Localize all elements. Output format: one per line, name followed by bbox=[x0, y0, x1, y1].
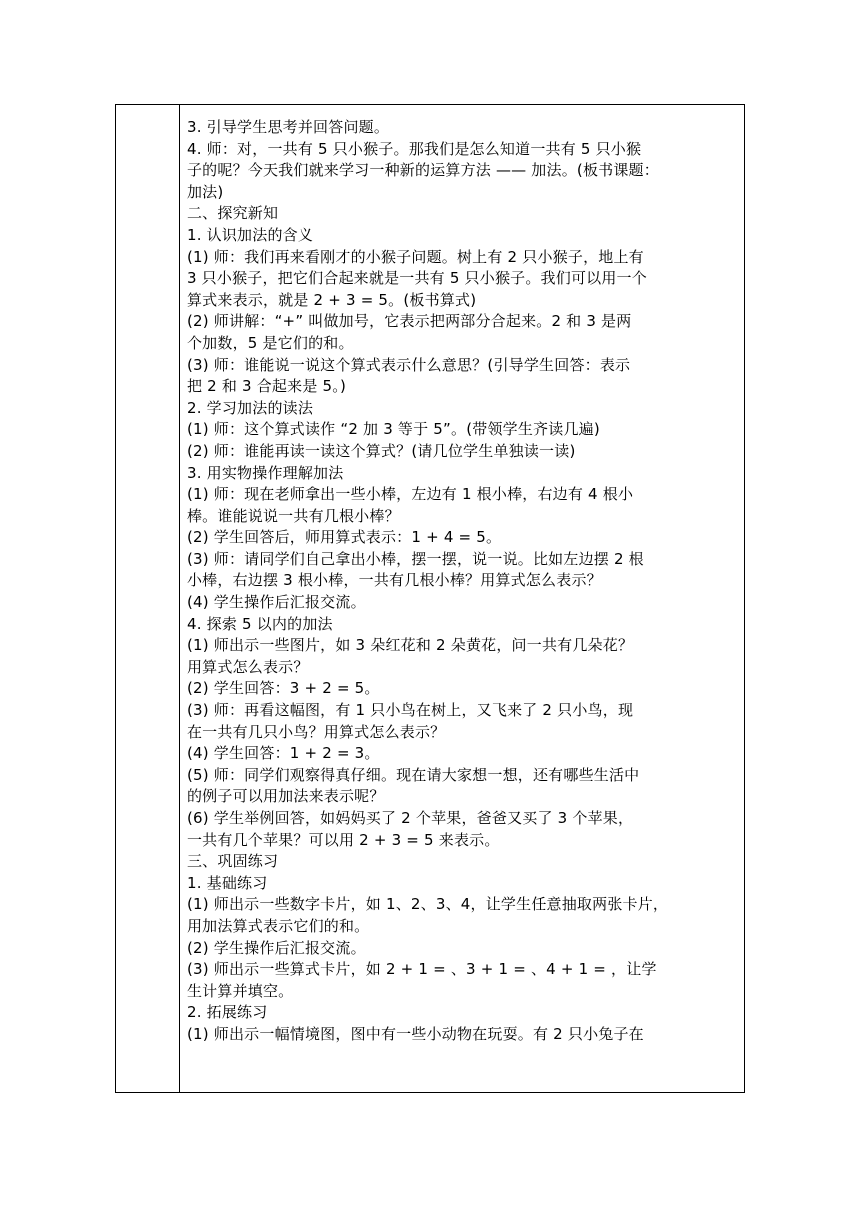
text-line: (3) 师：谁能说一说这个算式表示什么意思？(引导学生回答：表示 bbox=[182, 355, 631, 374]
text-line: 生计算并填空。 bbox=[182, 981, 294, 1000]
lesson-table bbox=[115, 104, 745, 1093]
text-line: 3. 引导学生思考并回答问题。 bbox=[182, 118, 390, 136]
text-line: 算式来表示，就是 2 + 3 = 5。(板书算式) bbox=[182, 290, 477, 309]
text-line: (1) 师：我们再来看刚才的小猴子问题。树上有 2 只小猴子，地上有 bbox=[182, 247, 644, 266]
text-line: 棒。谁能说说一共有几根小棒？ bbox=[182, 506, 400, 525]
text-line: (1) 师：这个算式读作 “2 加 3 等于 5”。(带领学生齐读几遍) bbox=[182, 420, 600, 439]
text-line: 子的呢？今天我们就来学习一种新的运算方法 —— 加法。(板书课题： bbox=[182, 161, 659, 180]
text-line: 用加法算式表示它们的和。 bbox=[182, 916, 370, 935]
text-line: (2) 师：谁能再读一读这个算式？(请几位学生单独读一读) bbox=[182, 441, 576, 460]
text-line: (4) 学生回答：1 + 2 = 3。 bbox=[182, 744, 380, 763]
text-line: 个加数，5 是它们的和。 bbox=[182, 333, 354, 352]
subsection-heading: 4. 探索 5 以内的加法 bbox=[182, 614, 333, 633]
text-line: (2) 学生回答后，师用算式表示：1 + 4 = 5。 bbox=[182, 528, 502, 547]
text-line: (3) 师：请同学们自己拿出小棒，摆一摆，说一说。比如左边摆 2 根 bbox=[182, 549, 644, 568]
text-line: 在一共有几只小鸟？用算式怎么表示？ bbox=[182, 722, 446, 741]
text-line: (6) 学生举例回答，如妈妈买了 2 个苹果，爸爸又买了 3 个苹果， bbox=[182, 809, 634, 827]
text-line: (1) 师出示一幅情境图，图中有一些小动物在玩耍。有 2 只小兔子在 bbox=[182, 1024, 644, 1043]
text-line: (1) 师出示一些数字卡片，如 1、2、3、4，让学生任意抽取两张卡片， bbox=[182, 895, 669, 914]
subsection-heading: 2. 拓展练习 bbox=[182, 1003, 268, 1022]
section-heading: 三、巩固练习 bbox=[182, 852, 279, 871]
subsection-heading: 1. 认识加法的含义 bbox=[182, 225, 314, 244]
text-line: 3 只小猴子，把它们合起来就是一共有 5 只小猴子。我们可以用一个 bbox=[182, 269, 647, 288]
table-left-cell bbox=[116, 105, 180, 1092]
text-line: 把 2 和 3 合起来是 5。) bbox=[182, 377, 346, 396]
subsection-heading: 1. 基础练习 bbox=[182, 873, 268, 892]
text-line: (1) 师出示一些图片，如 3 朵红花和 2 朵黄花，问一共有几朵花？ bbox=[182, 636, 634, 655]
text-line: 的例子可以用加法来表示呢？ bbox=[182, 787, 385, 806]
section-heading: 二、探究新知 bbox=[182, 204, 279, 223]
table-content-cell bbox=[182, 117, 734, 1046]
text-line: 一共有几个苹果？可以用 2 + 3 = 5 来表示。 bbox=[182, 830, 500, 849]
text-line: (5) 师：同学们观察得真仔细。现在请大家想一想，还有哪些生活中 bbox=[182, 765, 640, 784]
text-line: 4. 师：对，一共有 5 只小猴子。那我们是怎么知道一共有 5 只小猴 bbox=[182, 139, 642, 158]
text-line: 小棒，右边摆 3 根小棒，一共有几根小棒？用算式怎么表示？ bbox=[182, 571, 602, 590]
text-line: (1) 师：现在老师拿出一些小棒，左边有 1 根小棒，右边有 4 根小 bbox=[182, 485, 634, 504]
text-line: (3) 师：再看这幅图，有 1 只小鸟在树上，又飞来了 2 只小鸟，现 bbox=[182, 701, 634, 720]
text-line: (2) 师讲解：“+” 叫做加号，它表示把两部分合起来。2 和 3 是两 bbox=[182, 312, 632, 331]
text-line: (2) 学生回答：3 + 2 = 5。 bbox=[182, 679, 380, 698]
text-line: 加法) bbox=[182, 182, 224, 201]
text-line: (4) 学生操作后汇报交流。 bbox=[182, 593, 366, 612]
subsection-heading: 2. 学习加法的读法 bbox=[182, 398, 314, 417]
subsection-heading: 3. 用实物操作理解加法 bbox=[182, 463, 344, 482]
text-line: (2) 学生操作后汇报交流。 bbox=[182, 938, 366, 957]
text-line: (3) 师出示一些算式卡片，如 2 + 1 = 、3 + 1 = 、4 + 1 = ，让学 bbox=[182, 960, 657, 979]
text-line: 用算式怎么表示？ bbox=[182, 657, 309, 676]
